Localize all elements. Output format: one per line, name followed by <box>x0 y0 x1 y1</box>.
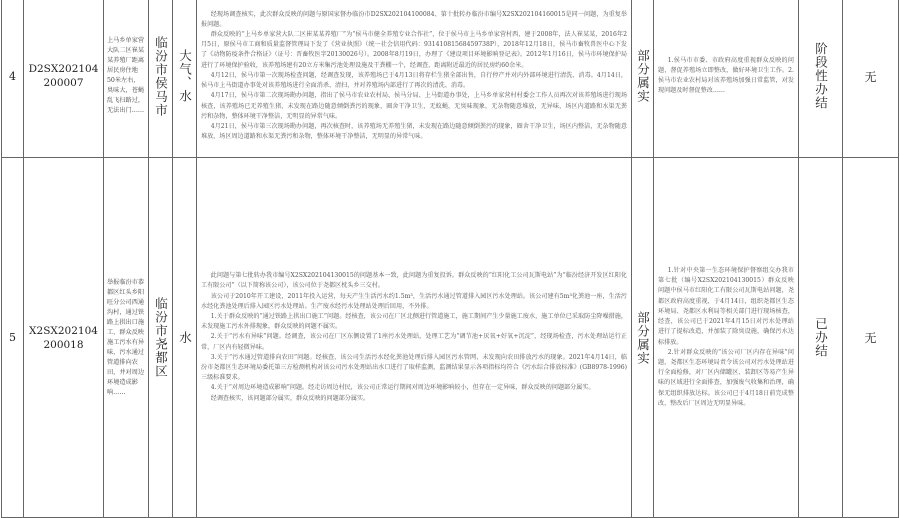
accountability: 无 <box>843 158 899 518</box>
pollution-category: 大气、水 <box>177 49 193 103</box>
progress-status: 阶段性办结 <box>813 42 829 110</box>
table-row <box>2 158 899 518</box>
case-code: X2SX202104200018 <box>24 158 104 518</box>
row-number: 5 <box>2 158 24 518</box>
complaint-summary: 举报临汾市恭都区红头乡阳旺分公司西通沟村，通过铁路上拱出口施工，群众反映施工污水有异味，污水通过管道排向农田，并对周边环境造成影响…… <box>104 158 149 518</box>
table-row <box>2 0 899 158</box>
verdict: 部分属实 <box>635 310 651 365</box>
verdict: 部分属实 <box>635 49 651 103</box>
complaint-table <box>1 0 899 518</box>
case-code: D2SX202104200007 <box>24 0 104 158</box>
investigation-text: 经现场调查核实，此次群众反映的问题与原国家督办临汾市D2SX202104100084、第十批转办临汾市编号X2SX202104160015是同一问题，为重复举报问题。 群众反映的“上马乡单家营大队二区崔某某养殖厂”为“侯马市健全养殖专业合作社”，位于侯马市上马乡单家营村西，建于2008年，法人崔某某，2016年2月5日，原侯马市工商和质量监督管理局下发了《营业执照》（统一社会信用代码：93141081568459738P），2018年12月18日，侯马市畜牧兽医中心下发了《动物防疫条件合格证》（证号：晋畜牧医字20130026号）。2008年8月19日，办理了《建设项目环境影响登记表》。2012年1月16日，侯马市环境保护局进行了环境保护验收，该养殖场建有20立方米集污池处理设施及干粪棚一个，经调查，距离附近最近的居民房约60余米。 4月12日，侯马市第一次现场检查问题，经调查发现，该养殖场已于4月13日将存栏生猪全部出售，自行停产并对内外部环境进行清洗、消毒。4月14日，侯马市上马街道办事处对该养殖场进行全面消杀、清扫，并对养殖场内部进行了再次的清洗、消毒。 4月17日，侯马市第二次现场勘办问题，指出了侯马市农业农村局、侯马分局、上马街道办事处，上马乡单家营村村委会工作人员再次对该养殖场进行现场核查，该养殖场已无养殖生猪，未发现在路边随意倾倒粪污的现象，圈舍干净卫生，无蚊蝇，无臭味现象，无杂物随意堆放，无异味，场区内道路和水渠无粪污和杂物，整体环境干净整洁，无明显的异常气味。 4月21日，侯马市第三次现场勘办问题，再次核查时，该养殖场无养殖生猪，未发现在路边随意倾倒粪污的现象，圈舍干净卫生，场区内整洁，无杂物随意堆放，场区周边道路和水渠无粪污和杂物，整体环境干净整洁，无明显的异常气味。 <box>197 0 632 158</box>
rectification-text: 1.侯马市市委、市政府高度重视群众反映的问题，督促养殖场立即整改，做好环境卫生工作。2.侯马市农业农村局对该养殖场加强日常监管，对发现问题及时督促整改…… <box>654 0 799 158</box>
accountability: 无 <box>843 0 899 158</box>
rectification-text: 1.针对中央第一生态环境保护督察组交办我市第七批（编号X2SX202104130015）群众反映问题中侯马市红阳化工有限公司瓦斯电站问题，尧都区政府高度重视，于4月14日，组织尧都区生态环境局、尧都区水利局等相关部门进行现场核查，经查，该公司已于2021年4月15日对污水处理站进行了提标改造，并加装了除臭设施，确保污水达标排放。 2.针对群众反映的“该公司厂区内存在异味”问题，尧都区生态环境局责令该公司对污水处理站进行全面检修，对厂区内储罐区、装卸区等易产生异味的区域进行全面排查，加强废气收集和治理，确保无组织排放达标。该公司已于4月18日前完成整改，整改后厂区周边无明显异味。 <box>654 158 799 518</box>
pollution-category: 水 <box>177 330 193 345</box>
investigation-text: 此问题与第七批转办我市编号X2SX202104130015的问题基本一致，此问题为重复投诉。群众反映的“红阳化工公司瓦斯电站”为“临汾经济开发区红阳化工有限公司”（以下简称该公司），该公司位于尧都区枕头乡三交村。 该公司于2010年开工建设，2011年投入运营，每天产生生活污水约1.5m³，生活污水通过管道排入园区污水处理站。该公司建有5m³化粪池一座，生活污水经化粪池处理后排入园区污水处理站。生产废水经污水处理站处理后回用，不外排。 1.关于群众反映的“通过铁路上拱出口施工”问题。经核查，该公司在厂区北侧进行管道施工，施工期间产生少量施工废水，施工单位已采取防尘降噪措施，未发现施工污水外排现象，群众反映的问题不属实。 2.关于“污水有异味”问题。经调查，该公司在厂区东侧设置了1座污水处理站，处理工艺为“调节池+厌氧+好氧+沉淀”，经现场检查，污水处理站运行正常，厂区内有轻微异味。 3.关于“污水通过管道排向农田”问题。经核查，该公司生活污水经化粪池处理后排入园区污水管网，未发现向农田排放污水的现象。2021年4月14日，临汾市尧都区生态环境局委托第三方检测机构对该公司污水处理站出水口进行了取样监测，监测结果显示各项指标均符合《污水综合排放标准》(GB8978-1996)三级标准要求。 4.关于“对周边环境造成影响”问题。经走访周边村民，该公司正常运行期间对周边环境影响较小，但存在一定异味，群众反映的问题部分属实。 经调查核实，该问题部分属实，群众反映的问题部分属实。 <box>197 158 632 518</box>
progress-status: 已办结 <box>813 317 829 358</box>
row-number: 4 <box>2 0 24 158</box>
complaint-summary: 上马乡单家营大队二区崔某某养殖厂距离居民房住地50米左右，臭味大，苍蝇乱飞扫路过，无法出门…… <box>104 0 149 158</box>
region: 临汾市侯马市 <box>153 35 169 117</box>
region: 临汾市尧都区 <box>153 297 169 378</box>
